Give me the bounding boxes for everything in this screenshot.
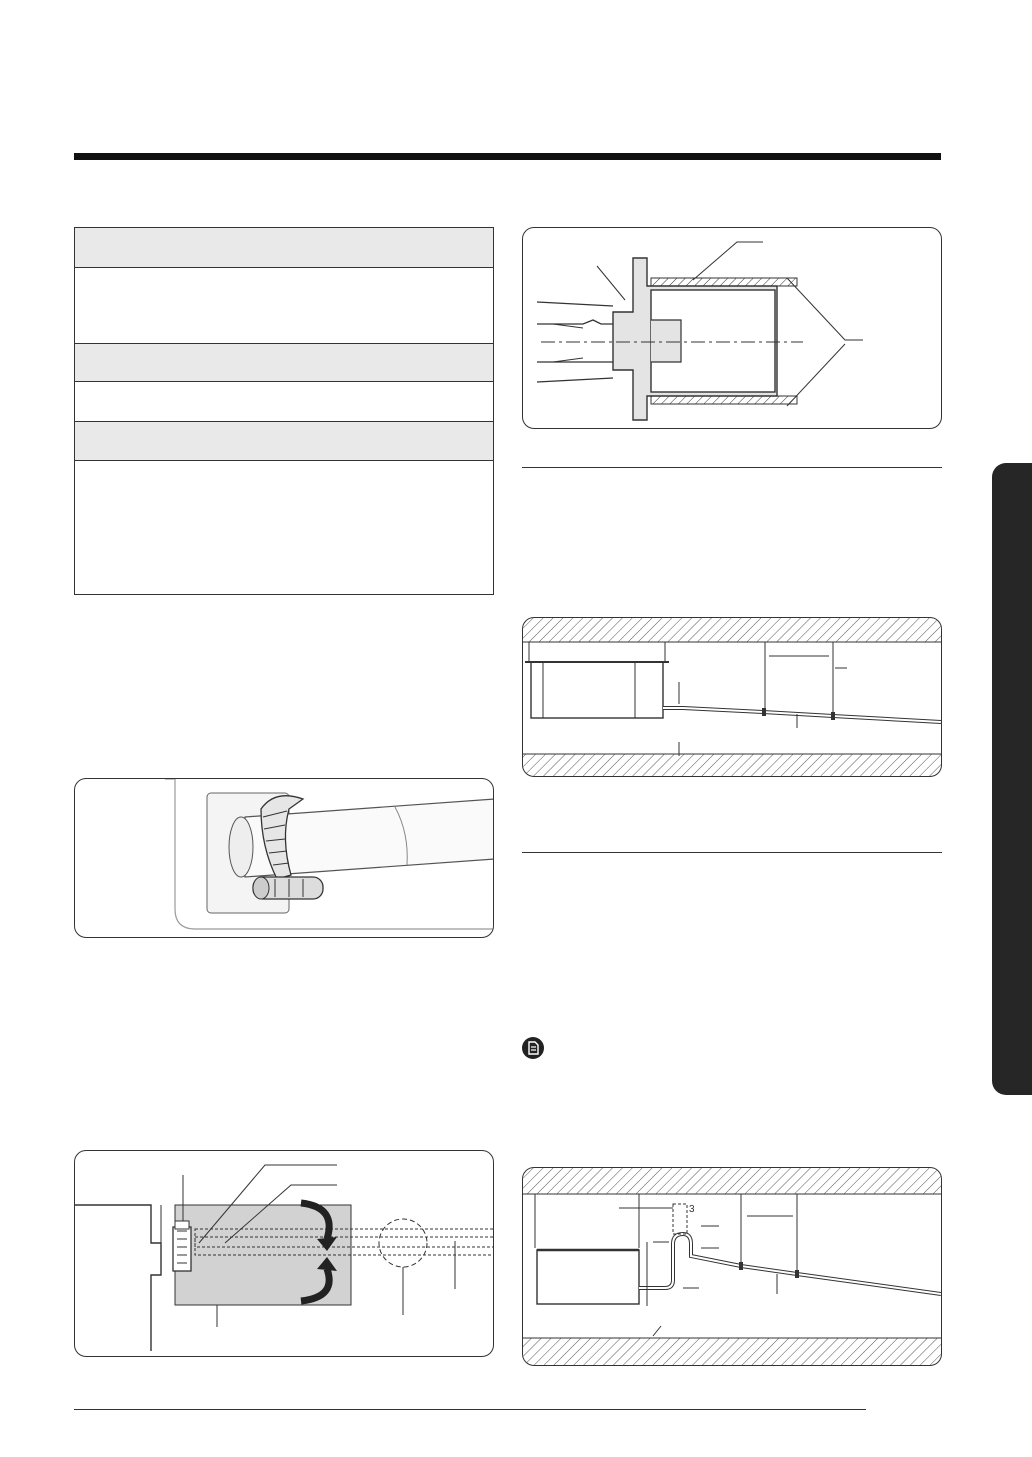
footer-rule xyxy=(74,1409,866,1410)
table-row xyxy=(75,268,493,344)
figure-drain-hose-connection xyxy=(74,1150,494,1357)
section-divider xyxy=(522,467,942,468)
spec-table xyxy=(74,227,494,595)
header-rule xyxy=(74,153,941,160)
figure-drain-socket-section xyxy=(522,227,942,429)
figure-drain-lift xyxy=(522,1167,942,1366)
figure-drain-slope xyxy=(522,617,942,777)
section-side-tab xyxy=(992,463,1032,1095)
note-icon xyxy=(522,1037,544,1059)
figure-hose-clamp xyxy=(74,778,494,938)
table-row xyxy=(75,461,493,594)
table-row xyxy=(75,422,493,461)
table-row xyxy=(75,382,493,422)
lift-dimension-label: 3 xyxy=(689,1204,695,1215)
section-divider xyxy=(522,852,942,853)
table-row xyxy=(75,228,493,268)
table-row xyxy=(75,344,493,382)
